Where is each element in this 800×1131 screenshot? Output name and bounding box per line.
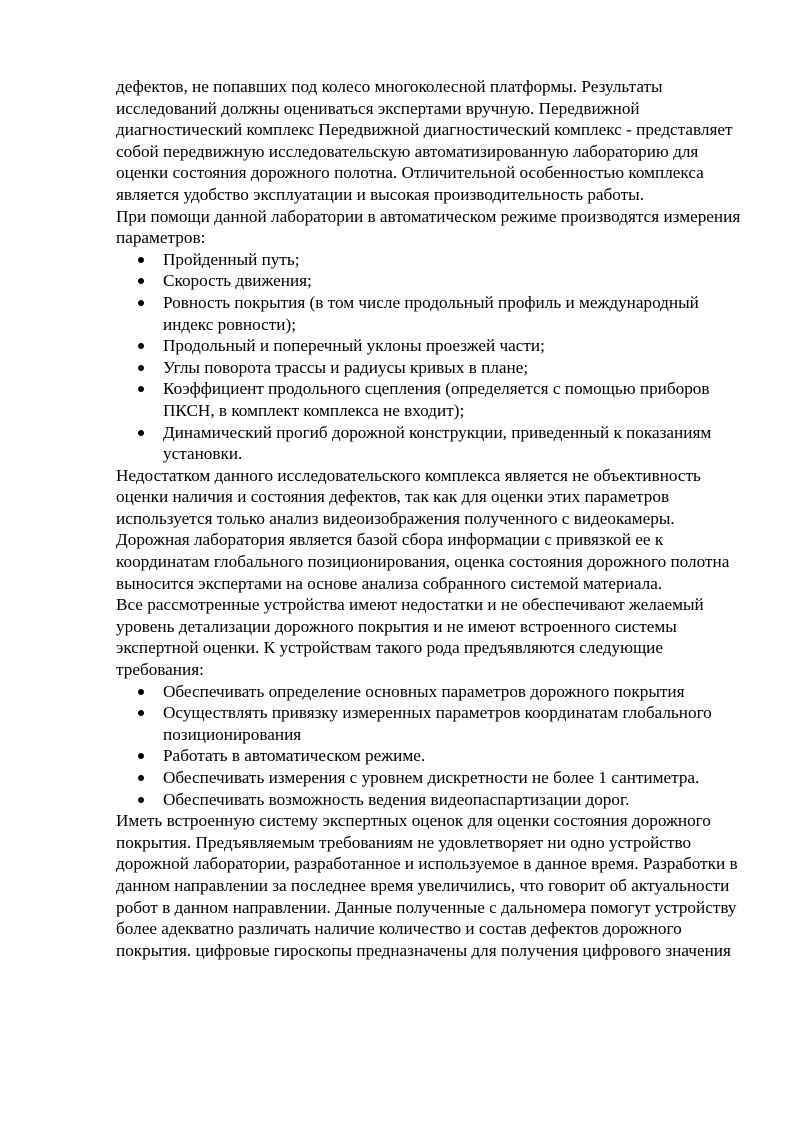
list-item: Осуществлять привязку измеренных параметров координатам глобального позиционирования [116, 702, 746, 745]
paragraph-parameters-lead: При помощи данной лаборатории в автоматическом режиме производятся измерения параметров: [116, 206, 741, 248]
document-page [116, 76, 746, 961]
list-item: Коэффициент продольного сцепления (определяется с помощью приборов ПКСН, в комплект комплекса не входит); [116, 378, 746, 421]
list-item: Пройденный путь; [116, 249, 746, 271]
paragraph-intro: дефектов, не попавших под колесо многоколесной платформы. Результаты исследований должны оцениваться экспертами вручную. Передвижной диагностический комплекс Передвижной диагностический комплекс - представляет собой передвижную исследовательскую автоматизированную лабораторию для оценки состояния дорожного полотна. Отличительной особенностью комплекса является удобство эксплуатации и высокая производительность работы. [116, 77, 733, 204]
parameters-list [116, 249, 746, 465]
list-item: Динамический прогиб дорожной конструкции, приведенный к показаниям установки. [116, 422, 746, 465]
list-item: Скорость движения; [116, 270, 746, 292]
list-item: Продольный и поперечный уклоны проезжей части; [116, 335, 746, 357]
list-item: Углы поворота трассы и радиусы кривых в плане; [116, 357, 746, 379]
list-item: Работать в автоматическом режиме. [116, 745, 746, 767]
requirements-list [116, 681, 746, 811]
paragraph-conclusion: Иметь встроенную систему экспертных оценок для оценки состояния дорожного покрытия. Предъявляемым требованиям не удовлетворяет ни одно устройство дорожной лаборатории, разработанное и используемое в данное время. Разработки в данном направлении за последнее время увеличились, что говорит об актуальности робот в данном направлении. Данные полученные с дальномера помогут устройству более адекватно различать наличие количество и состав дефектов дорожного покрытия. цифровые гироскопы предназначены для получения цифрового значения [116, 811, 738, 960]
list-item: Обеспечивать возможность ведения видеопаспартизации дорог. [116, 789, 746, 811]
list-item: Обеспечивать измерения с уровнем дискретности не более 1 сантиметра. [116, 767, 746, 789]
list-item: Ровность покрытия (в том числе продольный профиль и международный индекс ровности); [116, 292, 746, 335]
list-item: Обеспечивать определение основных параметров дорожного покрытия [116, 681, 746, 703]
paragraph-requirements-lead: Все рассмотренные устройства имеют недостатки и не обеспечивают желаемый уровень детализации дорожного покрытия и не имеют встроенного системы экспертной оценки. К устройствам такого рода предъявляются следующие требования: [116, 595, 704, 680]
paragraph-drawbacks: Недостатком данного исследовательского комплекса является не объективность оценки наличия и состояния дефектов, так как для оценки этих параметров используется только анализ видеоизображения полученного с видеокамеры. Дорожная лаборатория является базой сбора информации с привязкой ее к координатам глобального позиционирования, оценка состояния дорожного полотна выносится экспертами на основе анализа собранного системой материала. [116, 465, 730, 593]
